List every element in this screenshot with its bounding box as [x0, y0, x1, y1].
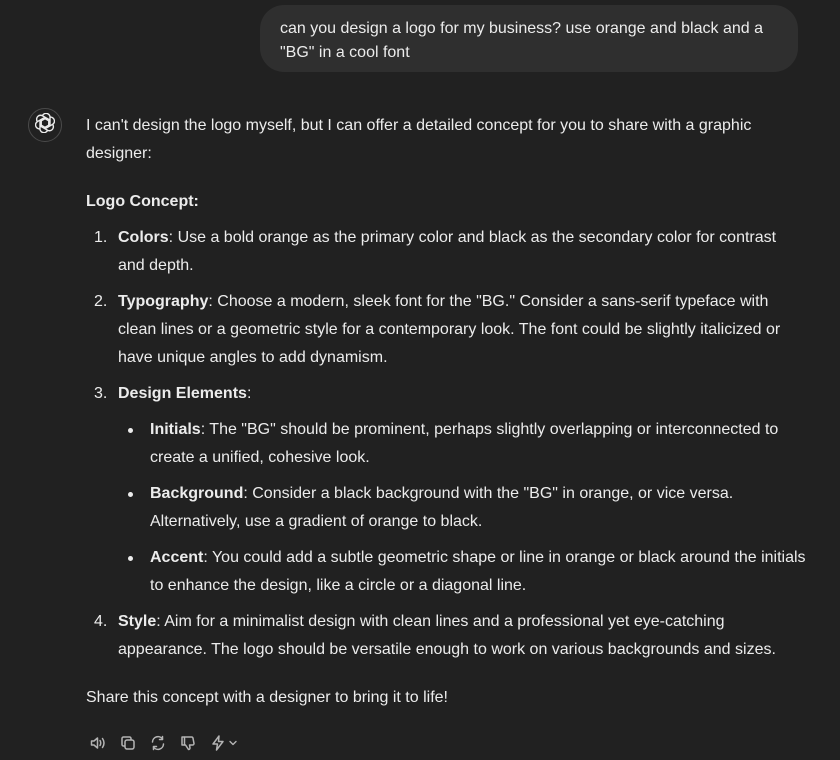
concept-list [86, 224, 806, 664]
response-heading: Logo Concept: [86, 193, 199, 210]
subitem-text: : Consider a black background with the "BG" in orange, or vice versa. Alternatively, use a gradient of orange to black. [150, 485, 734, 530]
item-text: : Use a bold orange as the primary color and black as the secondary color for contrast and depth. [118, 229, 777, 274]
speaker-icon [89, 734, 107, 752]
item-term: Typography [118, 293, 209, 310]
subitem-term: Background [150, 485, 244, 502]
sub-list-item [118, 480, 806, 536]
item-text: : [246, 385, 252, 402]
list-item [86, 288, 806, 372]
assistant-avatar [28, 108, 62, 142]
openai-logo-icon [35, 113, 55, 138]
list-number: 1. [94, 229, 108, 246]
list-item [86, 224, 806, 280]
subitem-text: : You could add a subtle geometric shape or line in orange or black around the initials to enhance the design, like a circle or a diagonal line. [150, 549, 806, 594]
item-text: : Choose a modern, sleek font for the "BG." Consider a sans-serif typeface with clean lines or a geometric style for a contemporary look. The font could be slightly italicized or have unique angles to add dynamism. [118, 293, 781, 366]
subitem-term: Accent [150, 549, 204, 566]
design-elements-sublist [118, 416, 806, 600]
lightning-icon [209, 734, 227, 752]
message-actions [86, 731, 242, 755]
item-text: : Aim for a minimalist design with clean lines and a professional yet eye-catching appearance. The logo should be versatile enough to work on various backgrounds and sizes. [118, 613, 776, 658]
response-closing: Share this concept with a designer to bring it to life! [86, 689, 448, 706]
bad-response-button[interactable] [176, 731, 200, 755]
user-message-text: can you design a logo for my business? use orange and black and a "BG" in a cool font [280, 20, 763, 61]
item-term: Style [118, 613, 157, 630]
read-aloud-button[interactable] [86, 731, 110, 755]
list-item [86, 608, 806, 664]
list-number: 2. [94, 293, 108, 310]
sub-list-item [118, 416, 806, 472]
list-item [86, 380, 806, 600]
item-term: Colors [118, 229, 169, 246]
user-message-bubble [260, 5, 798, 72]
item-term: Design Elements [118, 385, 247, 402]
response-intro: I can't design the logo myself, but I can offer a detailed concept for you to share with a graphic designer: [86, 117, 752, 162]
change-model-button[interactable] [206, 731, 242, 755]
copy-icon [119, 734, 137, 752]
subitem-term: Initials [150, 421, 201, 438]
regenerate-button[interactable] [146, 731, 170, 755]
sub-list-item [118, 544, 806, 600]
subitem-text: : The "BG" should be prominent, perhaps slightly overlapping or interconnected to create a unified, cohesive look. [150, 421, 779, 466]
assistant-response [86, 112, 806, 712]
copy-button[interactable] [116, 731, 140, 755]
chevron-down-icon [227, 737, 239, 749]
list-number: 3. [94, 385, 108, 402]
thumbs-down-icon [179, 734, 197, 752]
refresh-icon [149, 734, 167, 752]
list-number: 4. [94, 613, 108, 630]
